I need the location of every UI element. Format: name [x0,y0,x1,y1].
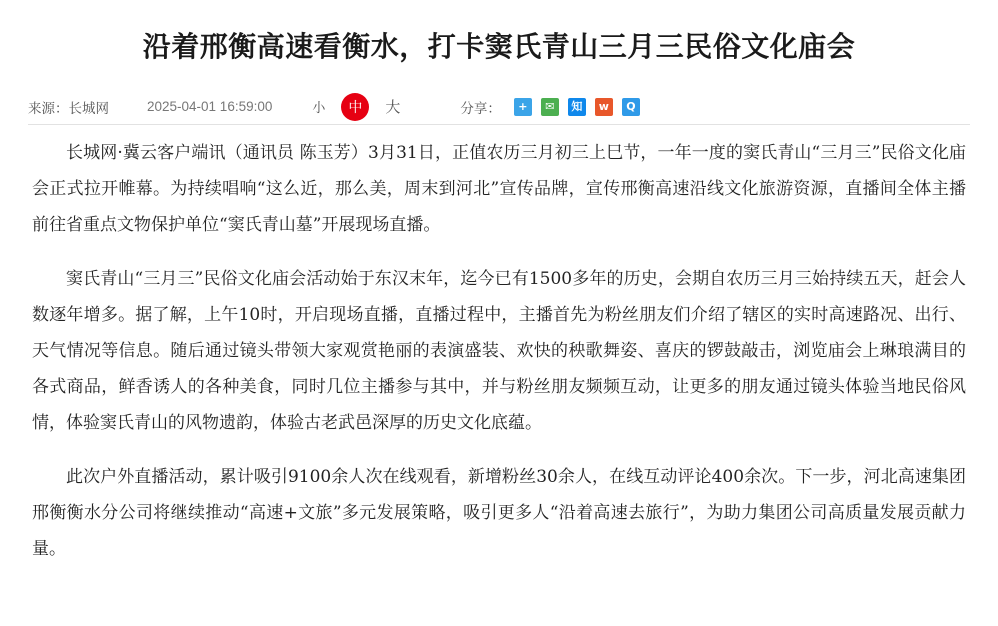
article-body [26,125,972,567]
font-size-large-button[interactable]: 大 [385,99,401,117]
page-title: 沿着邢衡高速看衡水，打卡窦氏青山三月三民俗文化庙会 [142,30,856,63]
article-paragraph: 长城网·冀云客户端讯（通讯员 陈玉芳）3月31日，正值农历三月初三上巳节，一年一度的窦氏青山“三月三”民俗文化庙会正式拉开帷幕。为持续唱响“这么近，那么美，周末到河北”宣传品牌，宣传邢衡高速沿线文化旅游资源，直播间全体主播前往省重点文物保护单位“窦氏青山墓”开展现场直播。 [32,142,966,235]
wechat-icon[interactable]: ✉ [541,98,559,116]
qzone-icon[interactable]: Q [622,98,640,116]
publish-datetime: 2025-04-01 16:59:00 [147,99,273,115]
font-size-small-button[interactable]: 小 [312,100,326,116]
font-size-medium-button[interactable]: 中 [341,93,369,121]
share-label: 分享： [460,100,501,116]
source-label: 来源：长城网 [28,100,109,116]
article-meta-bar [26,90,972,124]
article-paragraph: 窦氏青山“三月三”民俗文化庙会活动始于东汉末年，迄今已有1500多年的历史，会期自农历三月三始持续五天，赶会人数逐年增多。据了解，上午10时，开启现场直播，直播过程中，主播首先为粉丝朋友们介绍了辖区的实时高速路况、出行、天气情况等信息。随后通过镜头带领大家观赏艳丽的表演盛装、欢快的秧歌舞姿、喜庆的锣鼓敲击，浏览庙会上琳琅满目的各式商品，鲜香诱人的各种美食，同时几位主播参与其中，并与粉丝朋友频频互动，让更多的朋友通过镜头体验当地民俗风情，体验窦氏青山的风物遗韵，体验古老武邑深厚的历史文化底蕴。 [32,268,966,433]
article-paragraph: 此次户外直播活动，累计吸引9100余人次在线观看，新增粉丝30余人，在线互动评论400余次。下一步，河北高速集团邢衡衡水分公司将继续推动“高速+文旅”多元发展策略，吸引更多人“沿着高速去旅行”，为助力集团公司高质量发展贡献力量。 [32,466,966,559]
share-bar [460,97,640,117]
sina-weibo-icon[interactable]: w [595,98,613,116]
zhihu-icon[interactable]: 知 [568,98,586,116]
font-size-controls [312,93,400,121]
share-plus-icon[interactable]: + [514,98,532,116]
